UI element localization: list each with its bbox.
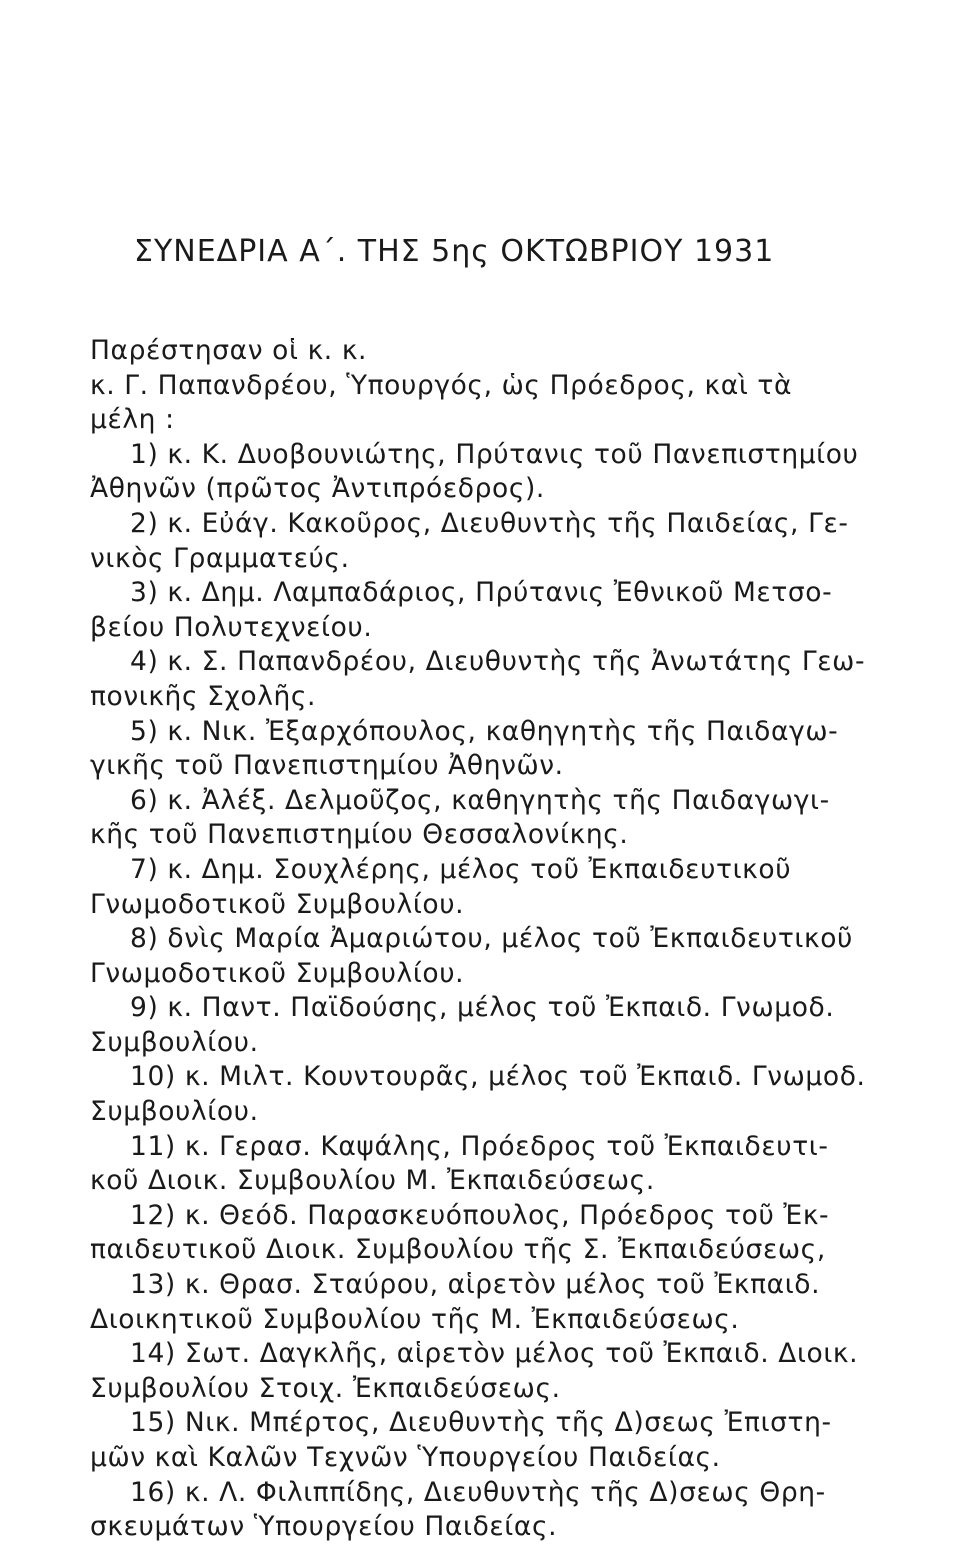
text-line: Διοικητικοῦ Συμβουλίου τῆς Μ. Ἐκπαιδεύσεως. bbox=[90, 1303, 740, 1335]
attendee-item-7: 7) κ. Δημ. Σουχλέρης, μέλος τοῦ Ἐκπαιδευτικοῦ bbox=[130, 853, 792, 885]
text-line: Συμβουλίου. bbox=[90, 1096, 259, 1128]
text-line: κῆς τοῦ Πανεπιστημίου Θεσσαλονίκης. bbox=[90, 819, 629, 851]
attendee-item-1: 1) κ. Κ. Δυοβουνιώτης, Πρύτανις τοῦ Πανεπιστημίου bbox=[130, 438, 859, 470]
text-line: Γνωμοδοτικοῦ Συμβουλίου. bbox=[90, 888, 465, 920]
attendee-item-5: 5) κ. Νικ. Ἐξαρχόπουλος, καθηγητὴς τῆς Παιδαγω- bbox=[130, 715, 839, 747]
attendees-list bbox=[90, 334, 870, 1545]
attendee-item-15: 15) Νικ. Μπέρτος, Διευθυντὴς τῆς Δ)σεως Ἐπιστη- bbox=[130, 1407, 832, 1439]
text-line: Ἀθηνῶν (πρῶτος Ἀντιπρόεδρος). bbox=[90, 473, 545, 505]
attendee-item-8: 8) δνὶς Μαρία Ἀμαριώτου, μέλος τοῦ Ἐκπαιδευτικοῦ bbox=[130, 923, 853, 955]
text-line: παιδευτικοῦ Διοικ. Συμβουλίου τῆς Σ. Ἐκπαιδεύσεως, bbox=[90, 1234, 826, 1266]
attendee-item-3: 3) κ. Δημ. Λαμπαδάριος, Πρύτανις Ἐθνικοῦ Μετσο- bbox=[130, 577, 833, 609]
attendee-item-6: 6) κ. Ἀλέξ. Δελμοῦζος, καθηγητὴς τῆς Παιδαγωγι- bbox=[130, 784, 830, 816]
text-line: γικῆς τοῦ Πανεπιστημίου Ἀθηνῶν. bbox=[90, 750, 564, 782]
attendee-item-9: 9) κ. Παντ. Παϊδούσης, μέλος τοῦ Ἐκπαιδ. Γνωμοδ. bbox=[130, 992, 835, 1024]
text-line: βείου Πολυτεχνείου. bbox=[90, 611, 373, 643]
text-line: σκευμάτων Ὑπουργείου Παιδείας. bbox=[90, 1511, 558, 1543]
text-line: Συμβουλίου. bbox=[90, 1026, 259, 1058]
attendee-item-11: 11) κ. Γερασ. Καψάλης, Πρόεδρος τοῦ Ἐκπαιδευτι- bbox=[130, 1130, 829, 1162]
attendee-item-2: 2) κ. Εὐάγ. Κακοῦρος, Διευθυντὴς τῆς Παιδείας, Γε- bbox=[130, 507, 849, 539]
text-line: κοῦ Διοικ. Συμβουλίου Μ. Ἐκπαιδεύσεως. bbox=[90, 1165, 655, 1197]
text-line: Γνωμοδοτικοῦ Συμβουλίου. bbox=[90, 957, 465, 989]
session-heading: ΣΥΝΕΔΡΙΑ Α΄. ΤΗΣ 5ης ΟΚΤΩΒΡΙΟΥ 1931 bbox=[134, 234, 775, 269]
attendee-item-10: 10) κ. Μιλτ. Κουντουρᾶς, μέλος τοῦ Ἐκπαιδ. Γνωμοδ. bbox=[130, 1061, 866, 1093]
attendee-item-4: 4) κ. Σ. Παπανδρέου, Διευθυντὴς τῆς Ἀνωτάτης Γεω- bbox=[130, 646, 866, 678]
text-line: νικὸς Γραμματεύς. bbox=[90, 542, 350, 574]
intro-line: κ. Γ. Παπανδρέου, Ὑπουργός, ὡς Πρόεδρος, καὶ τὰ bbox=[90, 369, 793, 401]
intro-line: Παρέστησαν οἱ κ. κ. bbox=[90, 335, 368, 366]
text-line: Συμβουλίου Στοιχ. Ἐκπαιδεύσεως. bbox=[90, 1372, 561, 1404]
attendee-item-16: 16) κ. Λ. Φιλιππίδης, Διευθυντὴς τῆς Δ)σεως Θρη- bbox=[130, 1476, 826, 1508]
attendee-item-12: 12) κ. Θεόδ. Παρασκευόπουλος, Πρόεδρος τοῦ Ἐκ- bbox=[130, 1199, 830, 1231]
text-line: πονικῆς Σχολῆς. bbox=[90, 680, 317, 712]
text-line: μέλη : bbox=[90, 404, 175, 436]
attendee-item-13: 13) κ. Θρασ. Σταύρου, αἱρετὸν μέλος τοῦ Ἐκπαιδ. bbox=[130, 1269, 821, 1301]
text-line: μῶν καὶ Καλῶν Τεχνῶν Ὑπουργείου Παιδείας. bbox=[90, 1442, 721, 1473]
attendee-item-14: 14) Σωτ. Δαγκλῆς, αἱρετὸν μέλος τοῦ Ἐκπαιδ. Διοικ. bbox=[130, 1338, 859, 1370]
